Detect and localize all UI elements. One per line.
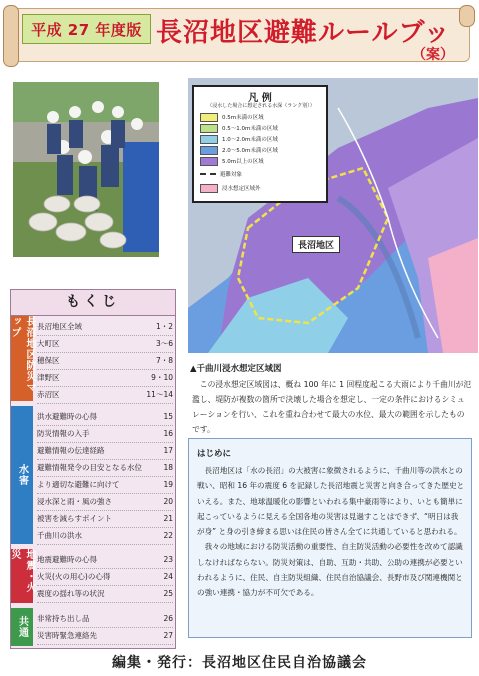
- draft-mark: （案）: [412, 47, 454, 63]
- toc-item-label: 被害を減らすポイント: [37, 514, 112, 523]
- toc-item[interactable]: [37, 568, 173, 586]
- toc-item-label: 火災(火の用心)の心得: [37, 572, 111, 581]
- toc-item-page: 1・2: [155, 322, 173, 331]
- toc-item-page: 21: [163, 514, 173, 523]
- legend-item: [200, 184, 320, 192]
- toc-item-page: 25: [163, 589, 173, 598]
- toc-item[interactable]: [37, 442, 173, 460]
- toc-item-page: 26: [163, 614, 173, 623]
- map-legend: [192, 85, 328, 203]
- map-caption-heading: ▲千曲川浸水想定区域図: [190, 364, 282, 374]
- toc-item-label: 津野区: [37, 373, 60, 382]
- legend-item-label: 避難対象: [220, 172, 243, 178]
- toc-item-label: 穂保区: [37, 356, 60, 365]
- toc-item-label: 防災情報の入手: [37, 429, 90, 438]
- fiscal-year-label: 平成 27 年度版: [22, 14, 151, 44]
- toc-item-label: 避難情報発令の目安となる水位: [37, 463, 142, 472]
- toc-section-label: 水害: [16, 464, 28, 486]
- toc-section-common: [11, 608, 33, 646]
- toc-section-label: 地震・火災: [9, 549, 35, 593]
- legend-item: [200, 170, 320, 178]
- toc-item-label: 災害時緊急連絡先: [37, 631, 97, 640]
- toc-item-page: 24: [163, 572, 173, 581]
- toc-item[interactable]: [37, 527, 173, 545]
- toc-item-page: 27: [163, 631, 173, 640]
- page-title: 長沼地区避難ルールブッ: [156, 18, 451, 48]
- toc-item-label: 千曲川の洪水: [37, 531, 82, 540]
- legend-item: [200, 157, 320, 165]
- legend-item: [200, 124, 320, 132]
- toc-item-label: 非常持ち出し品: [37, 614, 90, 623]
- legend-subtitle: （浸水した場合に想定される水深（ランク別））: [207, 103, 315, 109]
- legend-item-label: 浸水想定区域外: [222, 186, 261, 192]
- toc-item-page: 9・10: [151, 373, 173, 382]
- toc-item[interactable]: [37, 493, 173, 511]
- toc-item[interactable]: [37, 408, 173, 426]
- legend-swatch: [200, 135, 218, 144]
- publisher-line: 編集・発行：長沼地区住民自治協議会: [112, 655, 367, 671]
- toc-section-disaster-map: [11, 316, 33, 401]
- toc-item-label: 浸水深と雨・風の強さ: [37, 497, 112, 506]
- toc-item[interactable]: [37, 335, 173, 353]
- toc-item-page: 15: [163, 412, 173, 421]
- toc-heading: もくじ: [11, 290, 175, 316]
- intro-heading: はじめに: [197, 449, 232, 459]
- toc-item-label: 洪水避難時の心得: [37, 412, 97, 421]
- toc-item[interactable]: [37, 459, 173, 477]
- toc-item[interactable]: [37, 551, 173, 569]
- toc-item[interactable]: [37, 386, 173, 404]
- toc-section-label: 共通: [16, 616, 28, 638]
- scroll-curl-right: [459, 5, 475, 27]
- legend-swatch: [200, 173, 216, 175]
- toc-item[interactable]: [37, 369, 173, 387]
- sandbag-drill-photo: [13, 82, 159, 257]
- toc-item[interactable]: [37, 352, 173, 370]
- legend-item-label: 1.0〜2.0m未満の区域: [222, 137, 278, 143]
- toc-item[interactable]: [37, 425, 173, 443]
- toc-item-label: より適切な避難に向けて: [37, 480, 120, 489]
- legend-item: [200, 135, 320, 143]
- toc-item-label: 長沼地区全域: [37, 322, 82, 331]
- toc-item-label: 大町区: [37, 339, 60, 348]
- toc-item-label: 赤沼区: [37, 390, 60, 399]
- toc-item[interactable]: [37, 610, 173, 628]
- legend-swatch: [200, 184, 218, 193]
- legend-item-label: 0.5m未満の区域: [222, 115, 264, 121]
- toc-section-earthquake-fire: [11, 549, 33, 603]
- toc-item[interactable]: [37, 627, 173, 645]
- toc-item-label: 震度の揺れ等の状況: [37, 589, 105, 598]
- toc-item[interactable]: [37, 318, 173, 336]
- toc-item[interactable]: [37, 476, 173, 494]
- toc-item-page: 23: [163, 555, 173, 564]
- toc-item-label: 地震避難時の心得: [37, 555, 97, 564]
- toc-item-page: 16: [163, 429, 173, 438]
- toc-item[interactable]: [37, 585, 173, 603]
- table-of-contents: [10, 289, 176, 649]
- legend-item-label: 0.5〜1.0m未満の区域: [222, 126, 278, 132]
- legend-item: [200, 113, 320, 121]
- area-label: 長沼地区: [292, 236, 340, 253]
- toc-item-page: 18: [163, 463, 173, 472]
- map-caption-text: この浸水想定区域図は、概ね 100 年に 1 回程度起こる大雨により千曲川が氾濫し、堤防が複数の箇所で決壊した場合を想定し、一定の条件におけるシミュレーションを行い、これを重ね合わせて最大の水位、最大の範囲を示したものです。: [192, 380, 472, 434]
- legend-swatch: [200, 157, 218, 166]
- toc-item-page: 11〜14: [146, 390, 173, 399]
- legend-swatch: [200, 124, 218, 133]
- toc-section-label: 長沼地区防災マップ: [9, 316, 35, 393]
- toc-item-page: 3〜6: [155, 339, 173, 348]
- introduction-box: [188, 438, 472, 638]
- legend-item: [200, 146, 320, 154]
- legend-title: 凡 例: [248, 93, 272, 104]
- toc-item-page: 19: [163, 480, 173, 489]
- legend-swatch: [200, 146, 218, 155]
- toc-item-page: 17: [163, 446, 173, 455]
- legend-item-label: 2.0〜5.0m未満の区域: [222, 148, 278, 154]
- legend-swatch: [200, 113, 218, 122]
- toc-item-page: 20: [163, 497, 173, 506]
- toc-item-label: 避難情報の伝達経路: [37, 446, 105, 455]
- toc-item[interactable]: [37, 510, 173, 528]
- scroll-curl-left: [3, 5, 19, 67]
- toc-item-page: 22: [163, 531, 173, 540]
- toc-section-flood: [11, 406, 33, 544]
- intro-text: 長沼地区は「水の長沼」の大被害に象徴されるように、千曲川等の洪水との戦い、昭和 16 年の震度 6 を記録した長沼地震と災害と向き合ってきた歴史といえる。また、地球温暖化の影響といわれる集中豪雨等により、いとも簡単に起こっているように見える全国各地の災害は見過すことはできず、“明日は我が身” と身の引き締まる思いは住民の皆さん全てに共通していると思われる。 我々の地域における防災活動の重要性、自主防災活動の必要性を改めて認識しなければならない。防災対策は、自助、互助・共助、公助の連携が必要といわれるように、住民、自主防災組織、住民自治協議会、長野市及び関連機関との強い連携・協力が不可欠である。: [197, 466, 465, 598]
- legend-item-label: 5.0m以上の区域: [222, 159, 264, 165]
- toc-item-page: 7・8: [155, 356, 173, 365]
